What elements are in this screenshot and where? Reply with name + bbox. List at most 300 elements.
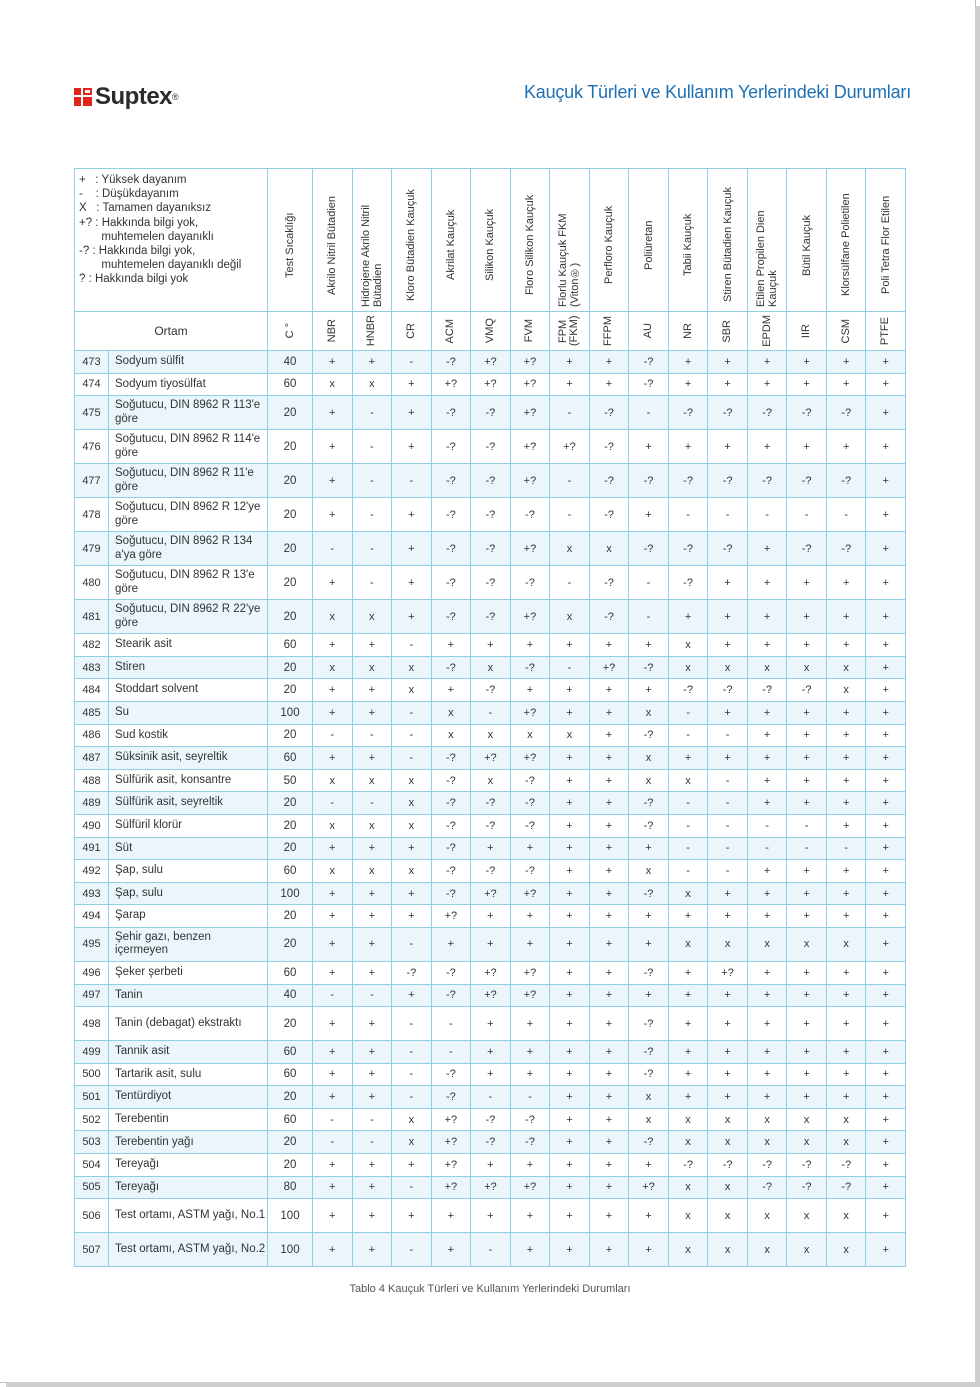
row-number: 505 <box>75 1176 109 1199</box>
resistance-value: + <box>589 701 629 724</box>
table-row <box>75 656 906 679</box>
resistance-value: + <box>787 860 827 883</box>
resistance-value: x <box>668 1199 708 1233</box>
resistance-value: + <box>787 701 827 724</box>
resistance-value: + <box>747 905 787 928</box>
suptex-logo <box>74 84 179 110</box>
resistance-value: + <box>826 905 866 928</box>
medium-name: Süt <box>109 837 268 860</box>
resistance-value: + <box>629 984 669 1007</box>
resistance-value: + <box>866 1233 906 1267</box>
medium-name: Şehir gazı, benzen içermeyen <box>109 927 268 961</box>
legend-line: ? : Hakkında bilgi yok <box>79 273 189 286</box>
row-number: 480 <box>75 566 109 600</box>
resistance-value: +? <box>471 984 511 1007</box>
resistance-value: + <box>747 792 787 815</box>
resistance-value: + <box>866 961 906 984</box>
material-code-cell <box>866 312 906 351</box>
resistance-value: + <box>708 1041 748 1064</box>
resistance-value: -? <box>471 532 511 566</box>
resistance-value: x <box>668 769 708 792</box>
table-row <box>75 396 906 430</box>
resistance-value: + <box>352 1063 392 1086</box>
resistance-value: + <box>589 1108 629 1131</box>
resistance-value: + <box>708 430 748 464</box>
resistance-value: + <box>826 814 866 837</box>
resistance-value: +? <box>431 905 471 928</box>
resistance-value: x <box>747 1199 787 1233</box>
resistance-value: -? <box>708 679 748 702</box>
resistance-value: + <box>313 1007 353 1041</box>
resistance-value: -? <box>431 882 471 905</box>
resistance-value: + <box>352 1199 392 1233</box>
material-code: EPDM <box>760 315 773 347</box>
resistance-value: -? <box>787 1154 827 1177</box>
resistance-value: + <box>550 1041 590 1064</box>
resistance-value: +? <box>431 1154 471 1177</box>
resistance-value: + <box>589 1086 629 1109</box>
resistance-value: + <box>589 882 629 905</box>
resistance-value: + <box>431 634 471 657</box>
table-row <box>75 882 906 905</box>
resistance-value: + <box>352 1041 392 1064</box>
resistance-value: -? <box>787 1176 827 1199</box>
resistance-value: x <box>668 656 708 679</box>
resistance-value: -? <box>510 566 550 600</box>
resistance-value: -? <box>431 464 471 498</box>
test-temperature: 60 <box>268 373 313 396</box>
resistance-value: -? <box>431 769 471 792</box>
material-code-cell <box>787 312 827 351</box>
resistance-value: + <box>352 837 392 860</box>
logo-registered: ® <box>172 92 179 102</box>
resistance-value: -? <box>471 498 511 532</box>
resistance-value: + <box>313 351 353 374</box>
material-name: Bütil Kauçuk <box>800 214 813 276</box>
row-number: 497 <box>75 984 109 1007</box>
resistance-value: + <box>708 747 748 770</box>
resistance-value: + <box>708 566 748 600</box>
row-number: 500 <box>75 1063 109 1086</box>
resistance-value: -? <box>431 1086 471 1109</box>
resistance-value: + <box>471 837 511 860</box>
material-code: AU <box>642 323 655 339</box>
page-header-title: Kauçuk Türleri ve Kullanım Yerlerindeki Durumları <box>523 82 911 102</box>
resistance-value: + <box>550 792 590 815</box>
legend-line: -? : Hakkında bilgi yok, <box>79 245 196 258</box>
resistance-value: + <box>589 792 629 815</box>
medium-name: Soğutucu, DIN 8962 R 134 a'ya göre <box>109 532 268 566</box>
material-code-cell <box>668 312 708 351</box>
medium-name: Tanin <box>109 984 268 1007</box>
medium-name: Soğutucu, DIN 8962 R 13'e göre <box>109 566 268 600</box>
ortam-label: Ortam <box>75 312 268 351</box>
resistance-value: + <box>708 701 748 724</box>
material-code-cell <box>352 312 392 351</box>
resistance-value: -? <box>471 396 511 430</box>
resistance-value: + <box>866 1007 906 1041</box>
material-code: NR <box>681 323 694 339</box>
resistance-value: + <box>392 566 432 600</box>
row-number: 481 <box>75 600 109 634</box>
resistance-value: -? <box>826 1176 866 1199</box>
material-code: HNBR <box>365 315 378 347</box>
resistance-value: + <box>866 679 906 702</box>
resistance-value: + <box>471 927 511 961</box>
row-number: 502 <box>75 1108 109 1131</box>
resistance-value: + <box>866 792 906 815</box>
material-code-cell <box>589 312 629 351</box>
resistance-value: + <box>826 769 866 792</box>
resistance-value: -? <box>708 1154 748 1177</box>
resistance-value: x <box>708 927 748 961</box>
resistance-value: x <box>629 1086 669 1109</box>
resistance-value: x <box>787 1131 827 1154</box>
resistance-value: + <box>826 747 866 770</box>
resistance-value: + <box>787 1063 827 1086</box>
resistance-value: + <box>313 905 353 928</box>
resistance-value: +? <box>431 373 471 396</box>
test-temperature: 40 <box>268 984 313 1007</box>
material-code-cell <box>708 312 748 351</box>
resistance-value: x <box>668 1176 708 1199</box>
resistance-value: -? <box>431 430 471 464</box>
resistance-value: + <box>866 984 906 1007</box>
resistance-value: + <box>708 905 748 928</box>
resistance-value: + <box>747 747 787 770</box>
medium-name: Test ortamı, ASTM yağı, No.1 <box>109 1199 268 1233</box>
resistance-value: + <box>787 769 827 792</box>
header-material <box>589 169 629 312</box>
resistance-value: - <box>787 837 827 860</box>
resistance-value: - <box>352 396 392 430</box>
row-number: 477 <box>75 464 109 498</box>
resistance-value: + <box>866 905 906 928</box>
test-temperature: 50 <box>268 769 313 792</box>
material-code-cell <box>471 312 511 351</box>
material-code: NBR <box>325 319 338 343</box>
row-number: 476 <box>75 430 109 464</box>
resistance-value: + <box>747 961 787 984</box>
resistance-value: x <box>787 656 827 679</box>
resistance-value: + <box>826 860 866 883</box>
resistance-value: + <box>313 701 353 724</box>
resistance-value: + <box>313 634 353 657</box>
resistance-value: x <box>787 1233 827 1267</box>
medium-name: Süksinik asit, seyreltik <box>109 747 268 770</box>
resistance-value: - <box>510 1086 550 1109</box>
resistance-value: + <box>431 927 471 961</box>
resistance-value: - <box>313 1108 353 1131</box>
resistance-value: x <box>708 1131 748 1154</box>
resistance-value: + <box>708 351 748 374</box>
resistance-value: + <box>668 747 708 770</box>
resistance-value: + <box>392 984 432 1007</box>
resistance-value: -? <box>747 1176 787 1199</box>
row-number: 496 <box>75 961 109 984</box>
resistance-value: -? <box>471 860 511 883</box>
resistance-value: x <box>471 656 511 679</box>
resistance-value: + <box>313 837 353 860</box>
resistance-value: + <box>747 860 787 883</box>
resistance-value: x <box>313 814 353 837</box>
medium-name: Stiren <box>109 656 268 679</box>
row-number: 491 <box>75 837 109 860</box>
medium-name: Soğutucu, DIN 8962 R 12'ye göre <box>109 498 268 532</box>
resistance-value: + <box>629 927 669 961</box>
resistance-value: - <box>708 724 748 747</box>
resistance-value: + <box>550 351 590 374</box>
resistance-value: -? <box>471 679 511 702</box>
resistance-value: + <box>510 634 550 657</box>
medium-name: Sülfüril klorür <box>109 814 268 837</box>
resistance-value: + <box>787 882 827 905</box>
resistance-value: x <box>668 1131 708 1154</box>
resistance-value: -? <box>510 769 550 792</box>
table-row <box>75 600 906 634</box>
resistance-value: + <box>313 1086 353 1109</box>
resistance-value: + <box>550 837 590 860</box>
resistance-value: + <box>589 1176 629 1199</box>
row-number: 495 <box>75 927 109 961</box>
row-number: 492 <box>75 860 109 883</box>
resistance-value: + <box>589 1154 629 1177</box>
resistance-value: x <box>787 927 827 961</box>
medium-name: Soğutucu, DIN 8962 R 22'ye göre <box>109 600 268 634</box>
material-name: Akrilo Nitril Bütadien <box>326 195 339 295</box>
resistance-value: + <box>668 1041 708 1064</box>
resistance-value: x <box>510 724 550 747</box>
resistance-value: -? <box>431 351 471 374</box>
resistance-value: + <box>826 984 866 1007</box>
resistance-value: + <box>668 351 708 374</box>
resistance-value: -? <box>510 860 550 883</box>
resistance-value: -? <box>510 1108 550 1131</box>
resistance-value: + <box>352 1154 392 1177</box>
resistance-value: -? <box>471 464 511 498</box>
resistance-value: - <box>826 837 866 860</box>
material-code: CSM <box>839 318 852 344</box>
resistance-value: +? <box>510 701 550 724</box>
resistance-value: + <box>352 701 392 724</box>
resistance-value: + <box>550 769 590 792</box>
resistance-value: - <box>313 792 353 815</box>
resistance-value: + <box>550 882 590 905</box>
resistance-value: -? <box>826 464 866 498</box>
test-temperature: 20 <box>268 464 313 498</box>
header-test-temperature <box>268 169 313 312</box>
resistance-value: + <box>787 566 827 600</box>
table-row <box>75 792 906 815</box>
resistance-value: - <box>313 724 353 747</box>
resistance-value: -? <box>431 984 471 1007</box>
resistance-value: + <box>866 1176 906 1199</box>
resistance-value: -? <box>431 1063 471 1086</box>
resistance-value: - <box>787 498 827 532</box>
resistance-value: -? <box>787 532 827 566</box>
resistance-value: + <box>826 701 866 724</box>
resistance-value: - <box>708 814 748 837</box>
resistance-value: x <box>313 769 353 792</box>
resistance-value: -? <box>747 396 787 430</box>
resistance-value: + <box>550 747 590 770</box>
resistance-value: x <box>352 814 392 837</box>
test-temperature: 20 <box>268 1086 313 1109</box>
table-row <box>75 679 906 702</box>
resistance-value: + <box>787 351 827 374</box>
resistance-value: +? <box>510 747 550 770</box>
resistance-value: x <box>392 1131 432 1154</box>
resistance-value: + <box>392 1199 432 1233</box>
resistance-value: - <box>708 837 748 860</box>
table-row <box>75 1063 906 1086</box>
table-row <box>75 464 906 498</box>
resistance-value: + <box>866 600 906 634</box>
resistance-value: -? <box>826 532 866 566</box>
resistance-value: + <box>668 961 708 984</box>
header-material <box>392 169 432 312</box>
resistance-value: x <box>392 769 432 792</box>
temp-unit-cell <box>268 312 313 351</box>
resistance-value: + <box>392 1154 432 1177</box>
resistance-value: + <box>392 373 432 396</box>
resistance-value: +? <box>708 961 748 984</box>
material-code: SBR <box>721 319 734 343</box>
resistance-value: + <box>866 769 906 792</box>
resistance-value: + <box>550 1131 590 1154</box>
material-code: FVM <box>523 319 536 343</box>
resistance-value: -? <box>510 498 550 532</box>
resistance-value: x <box>431 724 471 747</box>
resistance-value: +? <box>431 1108 471 1131</box>
resistance-value: -? <box>629 464 669 498</box>
table-row <box>75 566 906 600</box>
resistance-value: + <box>708 373 748 396</box>
resistance-value: -? <box>431 747 471 770</box>
resistance-value: + <box>708 984 748 1007</box>
table-row <box>75 814 906 837</box>
resistance-value: x <box>668 1233 708 1267</box>
resistance-value: + <box>747 430 787 464</box>
resistance-value: + <box>747 769 787 792</box>
row-number: 489 <box>75 792 109 815</box>
resistance-value: + <box>866 860 906 883</box>
table-row <box>75 1233 906 1267</box>
test-temperature: 20 <box>268 792 313 815</box>
resistance-value: + <box>826 1063 866 1086</box>
resistance-value: - <box>392 1086 432 1109</box>
material-code: CR <box>404 323 417 339</box>
resistance-value: + <box>550 701 590 724</box>
resistance-value: +? <box>431 1176 471 1199</box>
row-number: 478 <box>75 498 109 532</box>
resistance-value: + <box>510 927 550 961</box>
material-name: Tabii Kauçuk <box>682 213 695 277</box>
row-number: 507 <box>75 1233 109 1267</box>
resistance-value: x <box>392 814 432 837</box>
resistance-value: + <box>550 860 590 883</box>
resistance-value: -? <box>629 1041 669 1064</box>
resistance-value: +? <box>550 430 590 464</box>
resistance-value: + <box>747 600 787 634</box>
resistance-value: + <box>866 814 906 837</box>
resistance-value: -? <box>708 396 748 430</box>
material-code-cell <box>747 312 787 351</box>
resistance-value: -? <box>510 814 550 837</box>
resistance-value: -? <box>629 656 669 679</box>
resistance-value: -? <box>629 792 669 815</box>
resistance-value: - <box>392 701 432 724</box>
resistance-value: - <box>313 532 353 566</box>
test-temperature: 60 <box>268 961 313 984</box>
test-temperature: 20 <box>268 724 313 747</box>
table-row <box>75 351 906 374</box>
test-temperature: 20 <box>268 1131 313 1154</box>
resistance-value: + <box>589 351 629 374</box>
resistance-value: + <box>550 1007 590 1041</box>
resistance-value: + <box>510 679 550 702</box>
resistance-value: - <box>708 860 748 883</box>
resistance-value: x <box>550 600 590 634</box>
resistance-value: + <box>866 724 906 747</box>
test-temperature: 20 <box>268 814 313 837</box>
test-temperature: 20 <box>268 837 313 860</box>
resistance-value: +? <box>431 1131 471 1154</box>
medium-name: Sud kostik <box>109 724 268 747</box>
resistance-value: + <box>787 430 827 464</box>
resistance-value: + <box>550 1154 590 1177</box>
resistance-value: - <box>392 1063 432 1086</box>
resistance-value: + <box>787 634 827 657</box>
resistance-value: + <box>550 1176 590 1199</box>
resistance-value: +? <box>629 1176 669 1199</box>
row-number: 504 <box>75 1154 109 1177</box>
resistance-value: + <box>550 905 590 928</box>
resistance-value: - <box>392 927 432 961</box>
resistance-value: + <box>550 927 590 961</box>
table-row <box>75 1131 906 1154</box>
resistance-value: + <box>392 882 432 905</box>
resistance-value: + <box>471 905 511 928</box>
resistance-value: + <box>866 1131 906 1154</box>
resistance-value: - <box>352 1131 392 1154</box>
resistance-value: + <box>826 1041 866 1064</box>
resistance-value: + <box>826 373 866 396</box>
resistance-value: - <box>629 396 669 430</box>
resistance-value: + <box>510 1063 550 1086</box>
resistance-value: + <box>826 792 866 815</box>
medium-name: Terebentin <box>109 1108 268 1131</box>
resistance-value: + <box>668 600 708 634</box>
resistance-value: + <box>866 1063 906 1086</box>
resistance-value: + <box>550 1233 590 1267</box>
resistance-value: + <box>589 1131 629 1154</box>
resistance-value: + <box>866 634 906 657</box>
resistance-value: -? <box>431 600 471 634</box>
resistance-value: + <box>550 814 590 837</box>
resistance-value: x <box>471 724 511 747</box>
resistance-value: + <box>708 1086 748 1109</box>
test-temperature: 60 <box>268 1041 313 1064</box>
resistance-value: + <box>629 498 669 532</box>
resistance-value: - <box>471 1086 511 1109</box>
material-name: Poli Tetra Flor Etilen <box>879 195 892 295</box>
resistance-value: + <box>471 1007 511 1041</box>
resistance-value: - <box>392 351 432 374</box>
resistance-value: + <box>747 373 787 396</box>
table-row <box>75 373 906 396</box>
resistance-value: +? <box>510 984 550 1007</box>
